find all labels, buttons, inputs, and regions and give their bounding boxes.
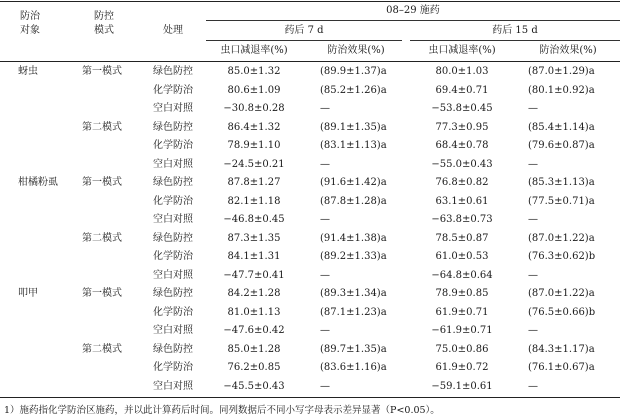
header-period-7: 药后 7 d (284, 25, 324, 36)
cell-reduction-7: −46.8±0.45 (223, 214, 285, 225)
cell-reduction-15: −61.9±0.71 (431, 325, 493, 336)
cell-effect-15: — (528, 103, 538, 114)
cell-treatment: 化学防治 (153, 84, 193, 96)
cell-reduction-7: 81.0±1.13 (227, 306, 281, 318)
cell-effect-15: (84.3±1.17)a (528, 343, 595, 355)
cell-reduction-7: −45.5±0.43 (223, 380, 285, 392)
cell-reduction-15: 61.0±0.53 (435, 251, 489, 262)
cell-treatment: 绿色防控 (153, 288, 193, 299)
cell-mode: 第二模式 (82, 121, 122, 133)
table-footnote: 1）施药指化学防治区施药，并以此计算药后时间。同列数据后不同小写字母表示差异显著（P<0.05）。 (4, 405, 440, 416)
cell-effect-7: — (320, 214, 330, 225)
cell-effect-7: (87.8±1.28)a (320, 195, 387, 207)
cell-reduction-15: 63.1±0.61 (435, 195, 489, 207)
cell-pest: 柑橘粉虱 (18, 177, 58, 188)
cell-reduction-7: 86.4±1.32 (227, 121, 281, 133)
cell-reduction-15: −59.1±0.61 (431, 380, 493, 392)
cell-reduction-7: −30.8±0.28 (223, 103, 285, 114)
cell-treatment: 空白对照 (153, 214, 193, 225)
header-effect-7: 防治效果(%) (327, 45, 385, 56)
cell-effect-15: (76.1±0.67)a (528, 362, 595, 373)
cell-effect-7: (83.6±1.16)a (320, 362, 387, 373)
cell-effect-15: (85.4±1.14)a (528, 121, 595, 133)
header-reduction-7: 虫口减退率(%) (220, 45, 288, 56)
cell-effect-7: — (320, 325, 330, 336)
cell-reduction-15: 76.8±0.82 (435, 177, 489, 188)
cell-reduction-15: 75.0±0.86 (435, 343, 489, 355)
cell-effect-15: (76.3±0.62)b (528, 251, 596, 262)
cell-treatment: 空白对照 (153, 269, 193, 281)
cell-effect-15: (76.5±0.66)b (528, 306, 596, 318)
cell-treatment: 空白对照 (153, 380, 193, 392)
cell-reduction-7: −47.7±0.41 (223, 269, 285, 281)
cell-effect-7: (85.2±1.26)a (320, 84, 387, 96)
cell-treatment: 绿色防控 (153, 232, 193, 244)
cell-reduction-15: −55.0±0.43 (431, 158, 493, 170)
cell-effect-7: (91.4±1.38)a (320, 232, 387, 244)
header-pest-line1: 防治 (20, 11, 40, 22)
cell-effect-7: (89.9±1.37)a (320, 66, 387, 77)
cell-treatment: 化学防治 (153, 251, 193, 262)
cell-effect-7: (89.1±1.35)a (320, 121, 387, 133)
cell-effect-7: — (320, 269, 330, 281)
cell-reduction-15: 77.3±0.95 (435, 121, 489, 133)
cell-effect-15: — (528, 158, 538, 170)
cell-effect-7: (89.7±1.35)a (320, 343, 387, 355)
cell-treatment: 空白对照 (153, 103, 193, 114)
cell-effect-15: (77.5±0.71)a (528, 195, 595, 207)
cell-reduction-7: 84.1±1.31 (227, 251, 281, 262)
cell-effect-15: (87.0±1.22)a (528, 288, 595, 299)
header-bottom-rule (0, 61, 620, 62)
cell-treatment: 绿色防控 (153, 121, 193, 133)
cell-treatment: 化学防治 (153, 195, 193, 207)
cell-pest: 蚜虫 (18, 66, 38, 77)
cell-reduction-15: 80.0±1.03 (435, 66, 489, 77)
cell-reduction-7: 76.2±0.85 (227, 362, 281, 373)
cell-treatment: 绿色防控 (153, 343, 193, 355)
cell-reduction-15: 61.9±0.71 (435, 306, 489, 318)
cell-treatment: 绿色防控 (153, 177, 193, 188)
header-spray-date: 08–29 施药 (386, 5, 440, 16)
cell-treatment: 空白对照 (153, 158, 193, 170)
header-period-15: 药后 15 d (492, 25, 538, 36)
cell-reduction-7: 80.6±1.09 (227, 84, 281, 96)
cell-treatment: 化学防治 (153, 362, 193, 373)
cell-reduction-15: 68.4±0.78 (435, 140, 489, 151)
cell-effect-15: (87.0±1.22)a (528, 232, 595, 244)
cell-reduction-7: 82.1±1.18 (227, 195, 281, 207)
header-mode-line1: 防控 (94, 11, 114, 22)
cell-effect-15: — (528, 325, 538, 336)
cell-effect-7: — (320, 380, 330, 392)
cell-reduction-7: 87.3±1.35 (227, 232, 281, 244)
cell-effect-15: — (528, 380, 538, 392)
cell-effect-15: (79.6±0.87)a (528, 140, 595, 151)
cell-effect-15: (85.3±1.13)a (528, 177, 595, 188)
cell-mode: 第二模式 (82, 232, 122, 244)
header-pest-line2: 对象 (20, 25, 40, 36)
cell-reduction-15: 78.9±0.85 (435, 288, 489, 299)
cell-reduction-7: 84.2±1.28 (227, 288, 281, 299)
cell-mode: 第一模式 (82, 177, 122, 188)
cell-effect-7: (83.1±1.13)a (320, 140, 387, 151)
header-mode-line2: 模式 (94, 25, 114, 36)
cell-pest: 叩甲 (18, 288, 38, 299)
cell-effect-15: — (528, 269, 538, 281)
cell-reduction-15: −53.8±0.45 (431, 103, 493, 114)
cell-effect-15: (87.0±1.29)a (528, 66, 595, 77)
cell-effect-7: (89.3±1.34)a (320, 288, 387, 299)
cell-mode: 第一模式 (82, 288, 122, 299)
cell-treatment: 空白对照 (153, 325, 193, 336)
cell-effect-15: — (528, 214, 538, 225)
header-reduction-15: 虫口减退率(%) (428, 45, 496, 56)
cell-effect-7: (89.2±1.33)a (320, 251, 387, 262)
cell-reduction-15: −64.8±0.64 (431, 269, 493, 281)
cell-treatment: 化学防治 (153, 140, 193, 151)
cell-reduction-7: 85.0±1.28 (227, 343, 281, 355)
header-effect-15: 防治效果(%) (539, 45, 597, 56)
cell-treatment: 绿色防控 (153, 66, 193, 77)
cell-reduction-7: 85.0±1.32 (227, 66, 281, 77)
cell-effect-7: — (320, 158, 330, 170)
cell-mode: 第二模式 (82, 343, 122, 355)
cell-treatment: 化学防治 (153, 306, 193, 318)
cell-reduction-7: −24.5±0.21 (223, 158, 285, 170)
cell-mode: 第一模式 (82, 66, 122, 77)
cell-effect-7: (87.1±1.23)a (320, 306, 387, 318)
period-15-underline (410, 40, 620, 41)
header-treatment: 处理 (163, 25, 183, 36)
cell-effect-7: (91.6±1.42)a (320, 177, 387, 188)
spray-date-underline (206, 20, 620, 21)
cell-reduction-7: 78.9±1.10 (227, 140, 281, 151)
cell-effect-15: (80.1±0.92)a (528, 84, 595, 96)
cell-effect-7: — (320, 103, 330, 114)
cell-reduction-15: −63.8±0.73 (431, 214, 493, 225)
cell-reduction-7: −47.6±0.42 (223, 325, 285, 336)
cell-reduction-15: 78.5±0.87 (435, 232, 489, 244)
cell-reduction-7: 87.8±1.27 (227, 177, 281, 188)
table-bottom-rule (0, 397, 620, 398)
cell-reduction-15: 61.9±0.72 (435, 362, 489, 373)
cell-reduction-15: 69.4±0.71 (435, 84, 489, 96)
period-7-underline (206, 40, 402, 41)
table-top-rule (0, 1, 620, 2)
